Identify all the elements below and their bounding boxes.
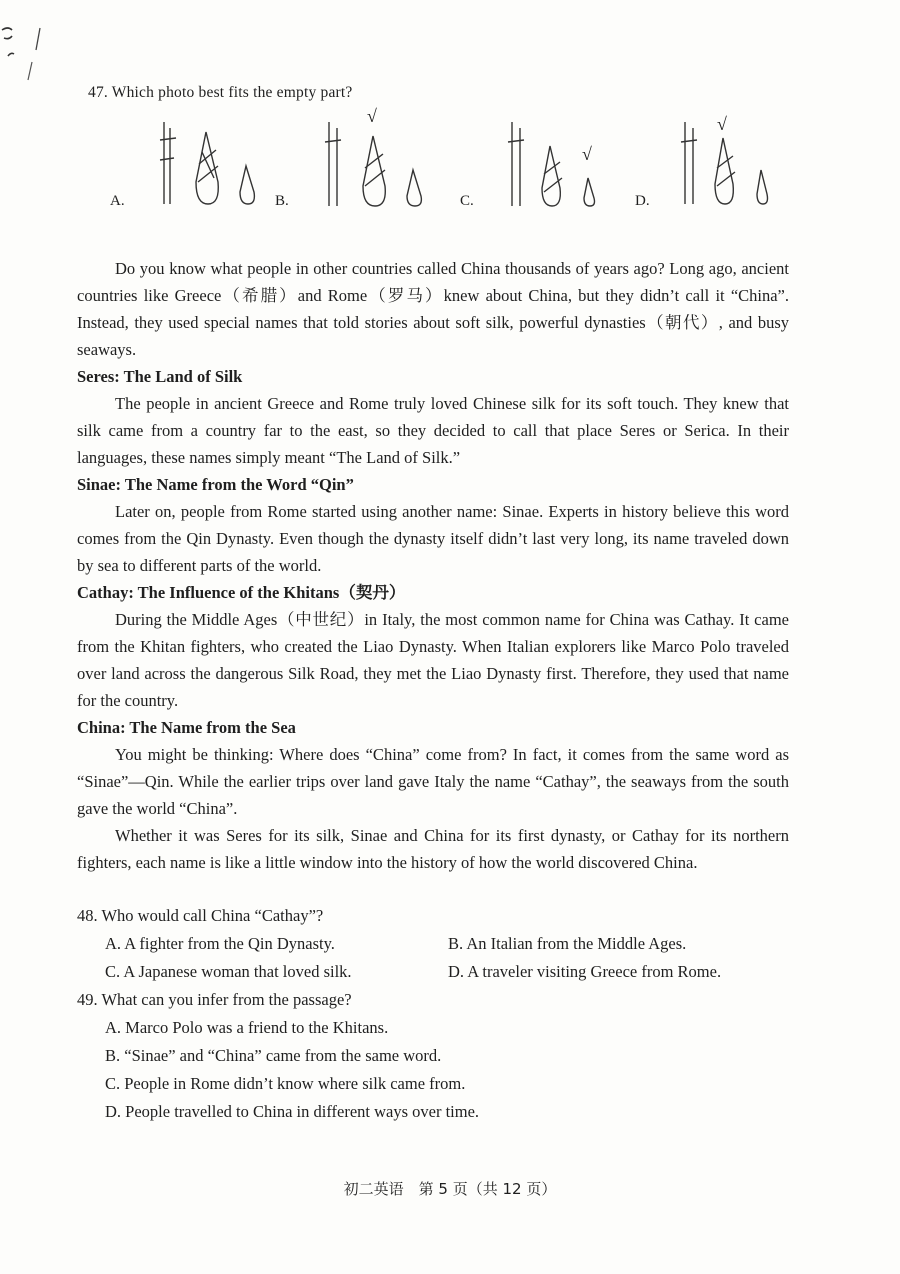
q49-option-a[interactable]: A. Marco Polo was a friend to the Khitans. xyxy=(105,1018,389,1037)
option-d[interactable] xyxy=(635,112,785,222)
option-letter: B. xyxy=(275,193,289,209)
section-heading: Cathay: The Influence of the Khitans（契丹） xyxy=(77,583,406,602)
option-letter: D. xyxy=(635,193,650,209)
q48-option-c[interactable]: C. A Japanese woman that loved silk. xyxy=(105,962,352,981)
check-mark: √ xyxy=(367,106,377,126)
bamboo-shoot-growth-icon xyxy=(486,112,616,222)
q48-option-a[interactable]: A. A fighter from the Qin Dynasty. xyxy=(105,934,335,953)
question-48-stem: 48. Who would call China “Cathay”? xyxy=(77,906,324,925)
check-mark: √ xyxy=(717,114,727,134)
bamboo-shoot-growth-icon xyxy=(136,112,266,222)
section-paragraph: During the Middle Ages（中世纪）in Italy, the most common name for China was Cathay. It came from the Khitan fighters, who created the Liao Dynasty. When Italian explorers like Marco Polo traveled over land across the dangerous Silk Road, they met the Liao Dynasty first. Therefore, they used that name for the country. xyxy=(77,610,789,710)
q48-option-d[interactable]: D. A traveler visiting Greece from Rome. xyxy=(448,962,722,981)
page-footer: 初二英语 第 5 页（共 12 页） xyxy=(343,1180,557,1198)
handwritten-margin-marks xyxy=(0,8,50,88)
section-heading: Seres: The Land of Silk xyxy=(77,367,243,386)
bamboo-shoot-growth-icon xyxy=(301,112,431,222)
q48-option-b[interactable]: B. An Italian from the Middle Ages. xyxy=(448,934,687,953)
option-c[interactable] xyxy=(460,112,610,222)
q49-option-d[interactable]: D. People travelled to China in different ways over time. xyxy=(105,1102,480,1121)
section-heading: Sinae: The Name from the Word “Qin” xyxy=(77,475,354,494)
check-mark: √ xyxy=(582,144,592,164)
questions-48-49 xyxy=(77,902,789,1126)
option-b[interactable] xyxy=(275,106,425,222)
option-a[interactable] xyxy=(110,112,260,222)
passage-intro: Do you know what people in other countries called China thousands of years ago? Long ago, ancient countries like Greece（希腊）and Rome（罗马）knew about China, but they didn’t call it “China”. Instead, they used special names that told stories about soft silk, powerful dynasties（朝代）, and busy seaways. xyxy=(77,259,789,359)
question-47-stem: 47. Which photo best fits the empty part? xyxy=(88,84,353,101)
section-paragraph: You might be thinking: Where does “China” come from? In fact, it comes from the same word as “Sinae”—Qin. While the earlier trips over land gave Italy the name “Cathay”, the seaways from the south gave the world “China”. xyxy=(77,745,789,818)
section-paragraph: Whether it was Seres for its silk, Sinae and China for its first dynasty, or Cathay for its northern fighters, each name is like a little window into the history of how the world discovered China. xyxy=(77,826,789,872)
section-heading: China: The Name from the Sea xyxy=(77,718,296,737)
q49-option-b[interactable]: B. “Sinae” and “China” came from the same word. xyxy=(105,1046,442,1065)
q49-option-c[interactable]: C. People in Rome didn’t know where silk came from. xyxy=(105,1074,466,1093)
section-paragraph: Later on, people from Rome started using another name: Sinae. Experts in history believe this word comes from the Qin Dynasty. Even though the dynasty itself didn’t last very long, its name traveled down by sea to different parts of the world. xyxy=(77,502,789,575)
section-paragraph: The people in ancient Greece and Rome truly loved Chinese silk for its soft touch. They knew that silk came from a country far to the east, so they decided to call that place Seres or Serica. In their languages, these names simply meant “The Land of Silk.” xyxy=(77,394,789,467)
reading-passage xyxy=(77,255,789,876)
question-47-options xyxy=(110,106,790,222)
option-letter: A. xyxy=(110,193,125,209)
option-letter: C. xyxy=(460,193,474,209)
question-49-stem: 49. What can you infer from the passage? xyxy=(77,990,352,1009)
